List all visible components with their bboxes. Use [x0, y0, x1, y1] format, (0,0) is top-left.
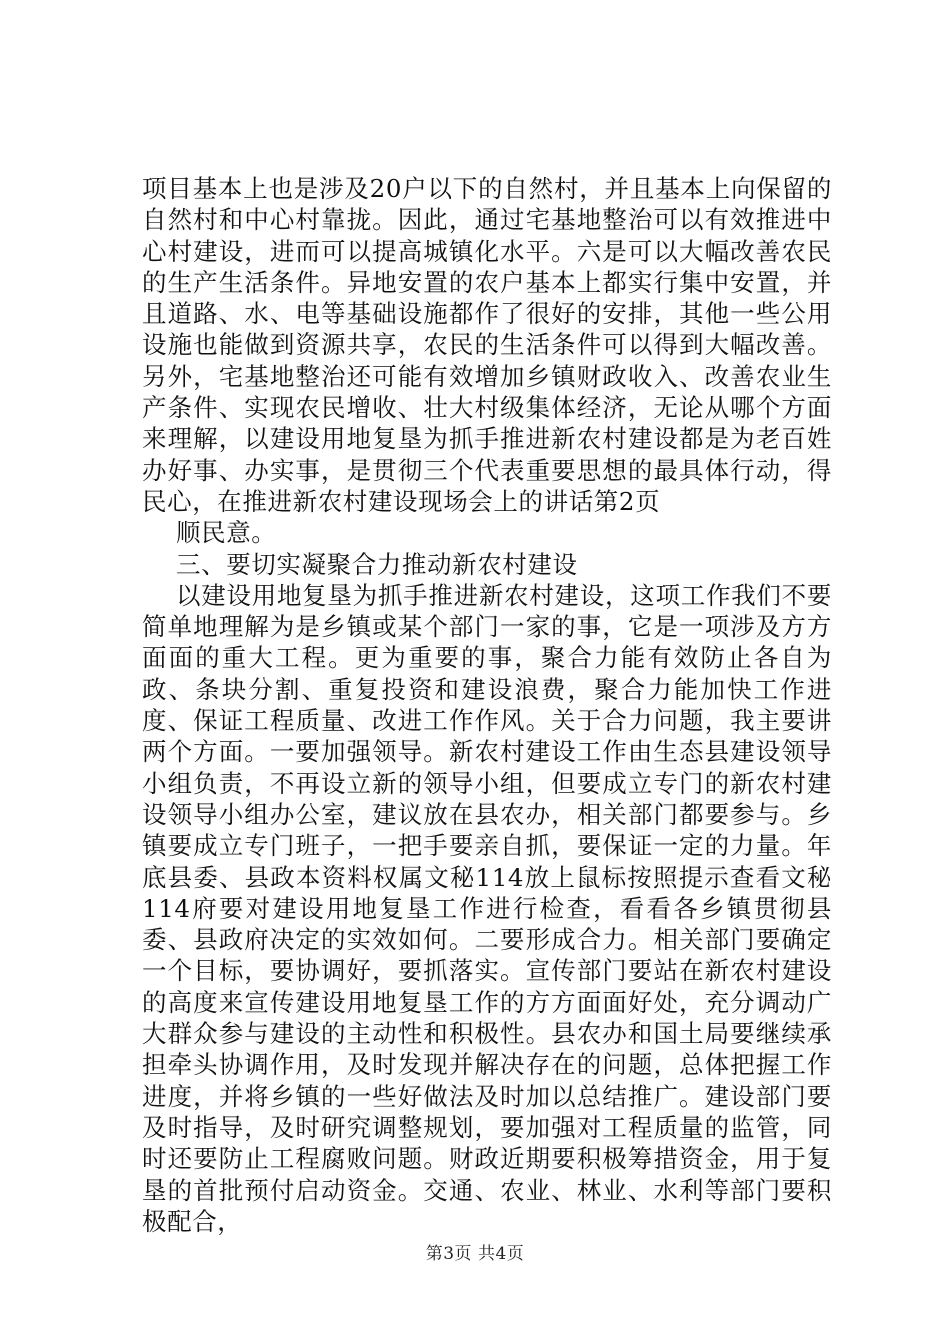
section-heading: 三、要切实凝聚合力推动新农村建设: [176, 549, 578, 579]
paragraph-1: 项目基本上也是涉及20户以下的自然村，并且基本上向保留的自然村和中心村靠拢。因此，通过宅基地整治可以有效推进中心村建设，进而可以提高城镇化水平。六是可以大幅改善农民的生产生活条件。异地安置的农户基本上都实行集中安置，并且道路、水、电等基础设施都作了很好的安排，其他一些公用设施也能做到资源共享，农民的生活条件可以得到大幅改善。另外，宅基地整治还可能有效增加乡镇财政收入、改善农业生产条件、实现农民增收、壮大村级集体经济，无论从哪个方面来理解，以建设用地复垦为抓手推进新农村建设都是为老百姓办好事、办实事，是贯彻三个代表重要思想的最具体行动，得民心，在推进新农村建设现场会上的讲话第2页: [142, 174, 832, 516]
paragraph-2: 顺民意。: [176, 518, 277, 548]
paragraph-3: 以建设用地复垦为抓手推进新农村建设，这项工作我们不要简单地理解为是乡镇或某个部门一家的事，它是一项涉及方方面面的重大工程。更为重要的事，聚合力能有效防止各自为政、条块分割、重复投资和建设浪费，聚合力能加快工作进度、保证工程质量、改进工作作风。关于合力问题，我主要讲两个方面。一要加强领导。新农村建设工作由生态县建设领导小组负责，不再设立新的领导小组，但要成立专门的新农村建设领导小组办公室，建议放在县农办，相关部门都要参与。乡镇要成立专门班子，一把手要亲自抓，要保证一定的力量。年底县委、县政本资料权属文秘114放上鼠标按照提示查看文秘114府要对建设用地复垦工作进行检查，看看各乡镇贯彻县委、县政府决定的实效如何。二要形成合力。相关部门要确定一个目标，要协调好，要抓落实。宣传部门要站在新农村建设的高度来宣传建设用地复垦工作的方方面面好处，充分调动广大群众参与建设的主动性和积极性。县农办和国土局要继续承担牵头协调作用，及时发现并解决存在的问题，总体把握工作进度，并将乡镇的一些好做法及时加以总结推广。建设部门要及时指导，及时研究调整规划，要加强对工程质量的监管，同时还要防止工程腐败问题。财政近期要积极筹措资金，用于复垦的首批预付启动资金。交通、农业、林业、水利等部门要积极配合，: [142, 580, 832, 1236]
page-footer: 第3页 共4页: [425, 1244, 525, 1264]
document-body: [142, 173, 832, 1237]
